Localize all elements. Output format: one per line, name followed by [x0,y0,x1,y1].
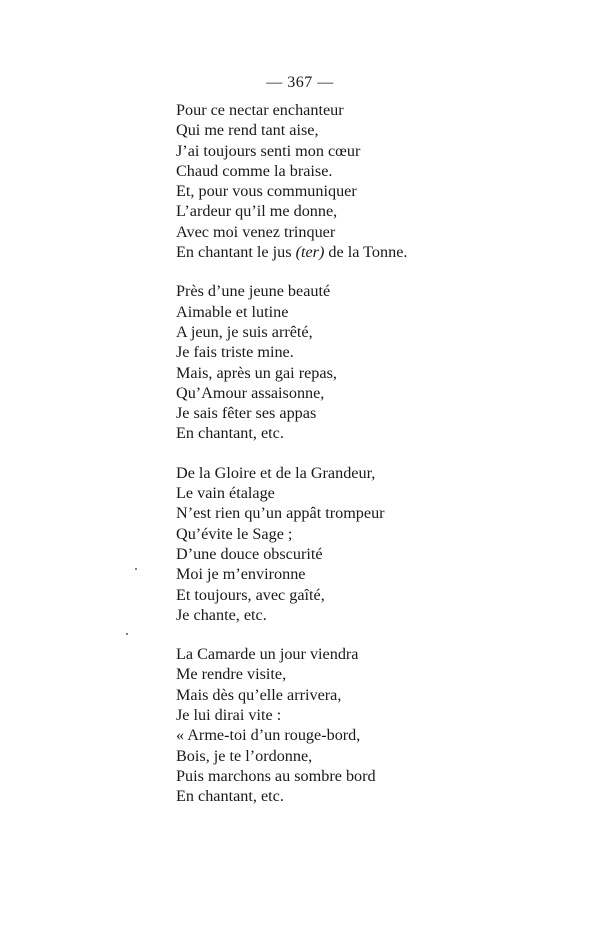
verse-line: « Arme-toi d’un rouge-bord, [176,726,361,745]
stanza-1 [176,100,407,262]
verse-line: Bois, je te l’ordonne, [176,746,313,765]
verse-line: Je chante, etc. [176,605,267,624]
verse-line: Pour ce nectar enchanteur [176,101,344,119]
refrain-text-before: En chantant le jus [176,243,296,262]
verse-line-refrain [176,242,407,262]
verse-line: Chaud comme la braise. [176,161,333,180]
verse-line: N’est rien qu’un appât trompeur [176,504,385,523]
verse-line: De la Gloire et de la Grandeur, [176,463,376,482]
verse-line: D’une douce obscurité [176,544,323,563]
paper-speck [126,633,128,635]
verse-line: L’ardeur qu’il me donne, [176,202,338,221]
verse-line: Qu’évite le Sage ; [176,524,293,543]
verse-line: Aimable et lutine [176,302,289,321]
verse-line: La Camarde un jour viendra [176,645,359,664]
verse-line: Je lui dirai vite : [176,706,282,725]
verse-line: A jeun, je suis arrêté, [176,322,313,341]
verse-line: Je sais fêter ses appas [176,404,317,423]
verse-line: En chantant, etc. [176,787,284,806]
verse-line: Mais dès qu’elle arrivera, [176,685,342,704]
refrain-text-after: de la Tonne. [324,243,408,262]
verse-line: Qui me rend tant aise, [176,121,319,140]
stanza-3 [176,463,407,625]
verse-line: Le vain étalage [176,484,275,503]
verse-line: Près d’une jeune beauté [176,282,331,301]
verse-line: En chantant, etc. [176,424,284,443]
poem [176,100,407,826]
refrain-italic-ter: (ter) [295,243,325,262]
verse-line: Puis marchons au sombre bord [176,766,376,785]
verse-line: Me rendre visite, [176,665,287,684]
paper-speck [135,568,137,570]
verse-line: Qu’Amour assaisonne, [176,383,325,402]
verse-line: J’ai toujours senti mon cœur [176,141,361,160]
verse-line: Avec moi venez trinquer [176,222,336,241]
verse-line: Et, pour vous communiquer [176,182,357,201]
page-number: — 367 — [266,74,334,91]
verse-line: Je fais triste mine. [176,343,294,362]
verse-line: Mais, après un gai repas, [176,363,337,382]
stanza-2 [176,281,407,443]
stanza-4 [176,644,407,806]
verse-line: Moi je m’environne [176,565,306,584]
verse-line: Et toujours, avec gaîté, [176,585,325,604]
